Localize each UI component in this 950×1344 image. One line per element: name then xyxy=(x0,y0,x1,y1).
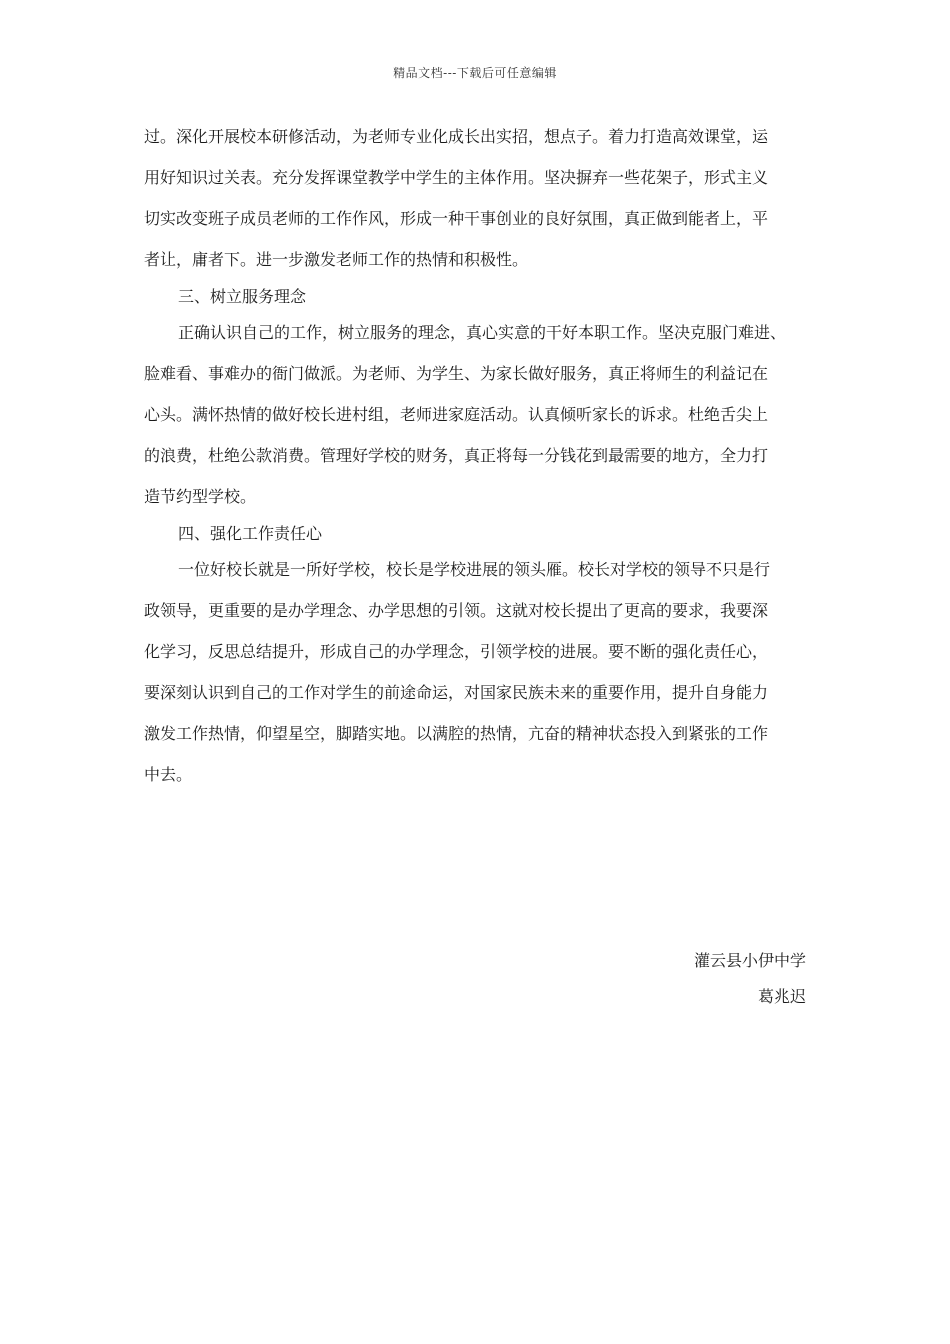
section-heading: 三、树立服务理念 xyxy=(178,287,307,306)
paragraph-line: 脸难看、事难办的衙门做派。为老师、为学生、为家长做好服务，真正将师生的利益记在 xyxy=(144,364,769,383)
paragraph-line: 化学习，反思总结提升，形成自己的办学理念，引领学校的进展。要不断的强化责任心， xyxy=(144,642,769,661)
paragraph-line: 切实改变班子成员老师的工作作风，形成一种干事创业的良好氛围，真正做到能者上，平 xyxy=(144,209,769,228)
paragraph-line: 激发工作热情，仰望星空，脚踏实地。以满腔的热情，亢奋的精神状态投入到紧张的工作 xyxy=(144,724,769,743)
paragraph-line: 正确认识自己的工作，树立服务的理念，真心实意的干好本职工作。坚决克服门难进、 xyxy=(178,323,787,342)
paragraph-line: 者让，庸者下。进一步激发老师工作的热情和积极性。 xyxy=(144,250,529,269)
paragraph-line: 造节约型学校。 xyxy=(144,487,257,506)
paragraph-line: 过。深化开展校本研修活动，为老师专业化成长出实招，想点子。着力打造高效课堂，运 xyxy=(144,127,769,146)
paragraph-line: 心头。满怀热情的做好校长进村组，老师进家庭活动。认真倾听家长的诉求。杜绝舌尖上 xyxy=(144,405,769,424)
signature-school: 灌云县小伊中学 xyxy=(693,951,806,970)
paragraph-line: 一位好校长就是一所好学校，校长是学校进展的领头雁。校长对学校的领导不只是行 xyxy=(178,560,771,579)
paragraph-line: 用好知识过关表。充分发挥课堂教学中学生的主体作用。坚决摒弃一些花架子，形式主义 xyxy=(144,168,769,187)
signature-name: 葛兆迟 xyxy=(757,987,806,1006)
paragraph-line: 中去。 xyxy=(144,765,193,784)
section-heading: 四、强化工作责任心 xyxy=(178,524,323,543)
paragraph-line: 的浪费，杜绝公款消费。管理好学校的财务，真正将每一分钱花到最需要的地方，全力打 xyxy=(144,446,769,465)
paragraph-line: 要深刻认识到自己的工作对学生的前途命运，对国家民族未来的重要作用，提升自身能力 xyxy=(144,683,769,702)
paragraph-line: 政领导，更重要的是办学理念、办学思想的引领。这就对校长提出了更高的要求，我要深 xyxy=(144,601,769,620)
page-header: 精品文档---下载后可任意编辑 xyxy=(393,66,557,80)
